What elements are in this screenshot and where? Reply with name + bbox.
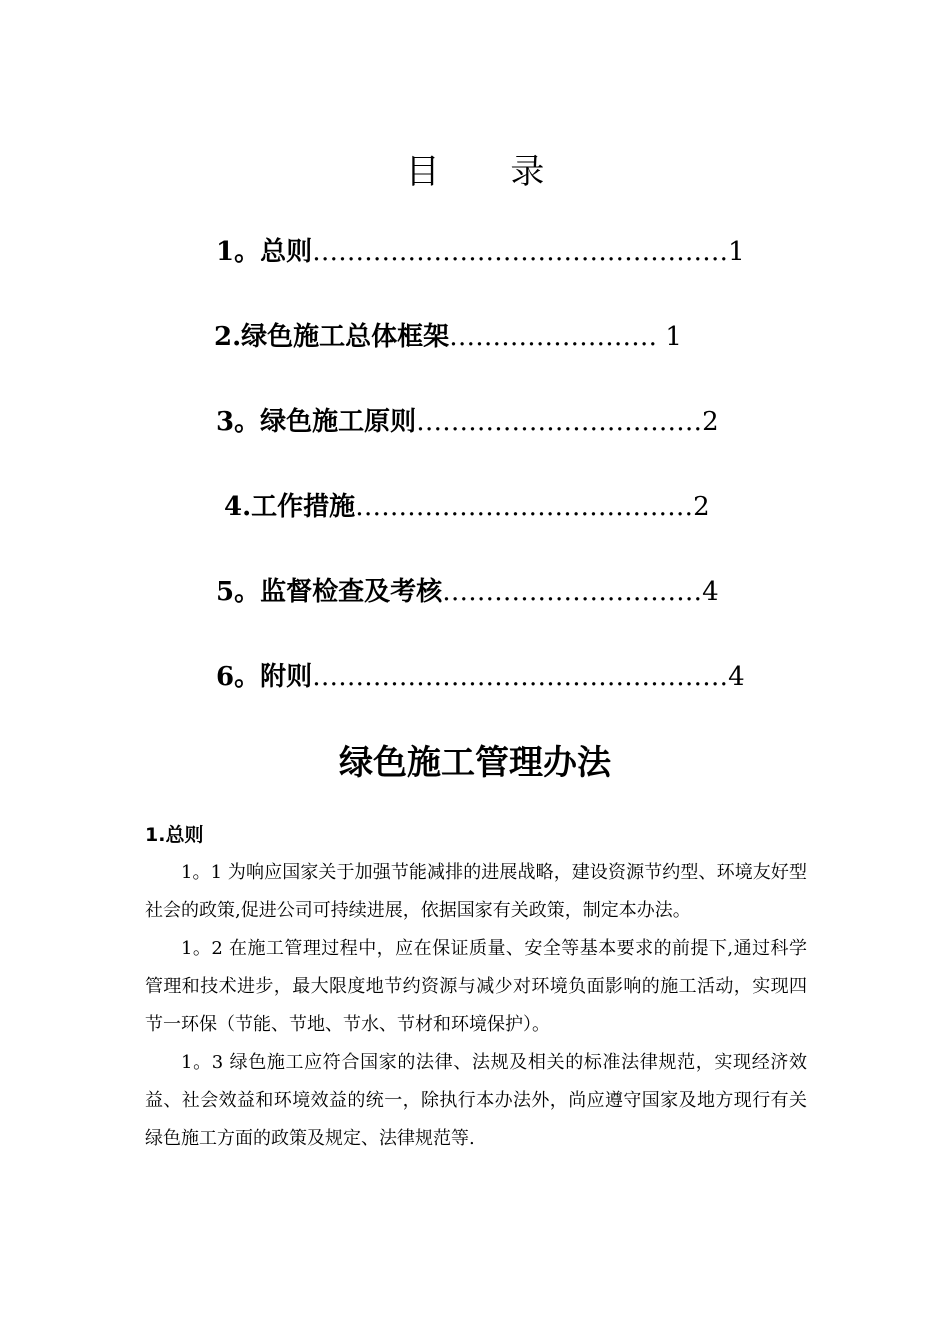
toc-entry-label: 6。附则 bbox=[216, 662, 313, 692]
toc-entry-6 bbox=[216, 659, 745, 695]
toc-leader-dots: …………………………… bbox=[416, 407, 703, 437]
toc-page-number: 1 bbox=[728, 237, 745, 267]
toc-leader-dots: ………………………………… bbox=[355, 492, 694, 522]
toc-entry-label: 2.绿色施工总体框架 bbox=[214, 322, 450, 352]
toc-entry-4 bbox=[224, 489, 710, 525]
toc-entry-label: 4.工作措施 bbox=[224, 492, 356, 522]
toc-entry-3 bbox=[216, 404, 719, 440]
document-title: 绿色施工管理办法 bbox=[339, 743, 611, 783]
toc-entry-label: 5。监督检查及考核 bbox=[216, 577, 443, 607]
toc-entry-2 bbox=[214, 319, 682, 355]
toc-leader-dots: ………………………………………… bbox=[312, 237, 729, 267]
toc-page-number: 4 bbox=[702, 577, 719, 607]
toc-leader-dots: ………………………… bbox=[442, 577, 703, 607]
toc-entry-1 bbox=[216, 234, 745, 270]
toc-leader-dots: …………………… bbox=[449, 322, 666, 352]
toc-page-number: 2 bbox=[693, 492, 710, 522]
toc-page-number: 2 bbox=[702, 407, 719, 437]
toc-entry-5 bbox=[216, 574, 719, 610]
toc-entry-label: 3。绿色施工原则 bbox=[216, 407, 417, 437]
section-heading-general: 1.总则 bbox=[145, 824, 204, 846]
toc-leader-dots: ………………………………………… bbox=[312, 662, 729, 692]
paragraph-1-1: 1。1 为响应国家关于加强节能减排的进展战略，建设资源节约型、环境友好型社会的政策,促进公司可持续进展，依据国家有关政策，制定本办法。 bbox=[145, 862, 807, 921]
paragraph-1-2: 1。2 在施工管理过程中，应在保证质量、安全等基本要求的前提下,通过科学管理和技术进步，最大限度地节约资源与减少对环境负面影响的施工活动，实现四节一环保（节能、节地、节水、节材和环境保护）。 bbox=[145, 938, 807, 1035]
paragraph-1-3: 1。3 绿色施工应符合国家的法律、法规及相关的标准法律规范，实现经济效益、社会效益和环境效益的统一，除执行本办法外，尚应遵守国家及地方现行有关绿色施工方面的政策及规定、法律规范等. bbox=[145, 1052, 807, 1149]
toc-title: 目 录 bbox=[405, 152, 575, 192]
toc-page-number: 4 bbox=[728, 662, 745, 692]
toc-page-number: 1 bbox=[665, 322, 682, 352]
toc-entry-label: 1。总则 bbox=[216, 237, 313, 267]
